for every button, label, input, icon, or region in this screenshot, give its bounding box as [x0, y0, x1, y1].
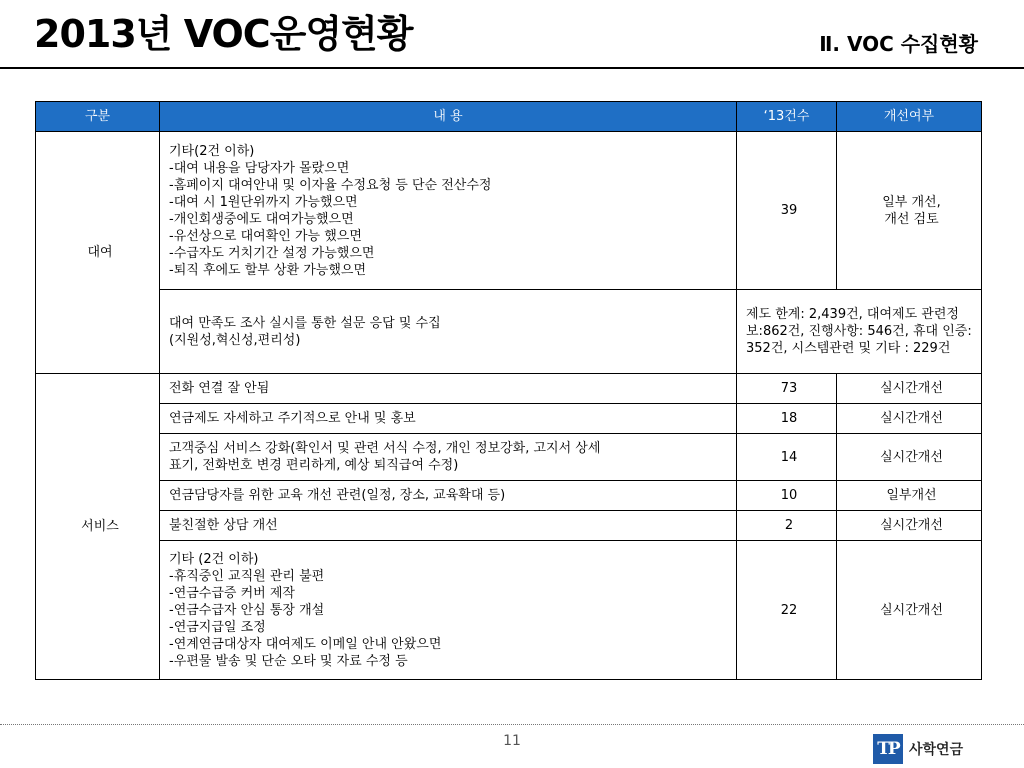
count-cell: 10 [737, 481, 837, 511]
content-line: 불친절한 상담 개선 [169, 518, 278, 533]
content-line: -연계연금대상자 대여제도 이메일 안내 안왔으면 [169, 636, 442, 652]
status-cell: 실시간개선 [837, 511, 982, 541]
table-row [36, 481, 982, 511]
header-divider [0, 67, 1024, 69]
table-row [36, 404, 982, 434]
content-line: -대여 내용을 담당자가 몰랐으면 [169, 160, 350, 176]
content-line: -퇴직 후에도 할부 상환 가능했으면 [169, 262, 367, 278]
table-row [36, 374, 982, 404]
content-cell [160, 132, 737, 290]
content-line: -유선상으로 대여확인 가능 했으면 [169, 228, 362, 244]
tp-logo-icon: TP [873, 734, 903, 764]
content-cell [160, 541, 737, 680]
content-line: -연금수급증 커버 제작 [169, 585, 295, 601]
section-title: Ⅱ. VOC 수집현황 [819, 32, 978, 56]
count-cell: 22 [737, 541, 837, 680]
page-number: 11 [503, 733, 521, 749]
content-cell [160, 481, 737, 511]
column-header-count: ‘13건수 [737, 102, 837, 132]
status-cell: 일부개선 [837, 481, 982, 511]
table-header-row [36, 102, 982, 132]
status-cell [837, 132, 982, 290]
category-cell-service: 서비스 [36, 374, 160, 680]
content-line: -개인회생중에도 대여가능했으면 [169, 211, 354, 227]
status-cell: 실시간개선 [837, 541, 982, 680]
content-line: 대여 만족도 조사 실시를 통한 설문 응답 및 수집 [169, 315, 441, 331]
column-header-content [160, 102, 737, 132]
content-line: -휴직중인 교직원 관리 불편 [169, 568, 325, 584]
count-cell: 39 [737, 132, 837, 290]
content-line: -연금수급자 안심 통장 개설 [169, 602, 325, 618]
table-row [36, 511, 982, 541]
content-line: -홈페이지 대여안내 및 이자율 수정요청 등 단순 전산수정 [169, 177, 492, 193]
content-line: 표기, 전화번호 변경 편리하게, 예상 퇴직급여 수정) [169, 458, 459, 473]
content-line: 연금제도 자세하고 주기적으로 안내 및 홍보 [169, 411, 416, 426]
table-row [36, 290, 982, 374]
content-cell [160, 434, 737, 481]
content-cell [160, 374, 737, 404]
organization-logo [873, 733, 963, 765]
footer-divider [0, 724, 1024, 725]
table-row [36, 541, 982, 680]
page-title: 2013년 VOC운영현황 [34, 12, 413, 56]
content-line: (지원성,혁신성,편리성) [169, 332, 301, 348]
content-line: 고객중심 서비스 강화(확인서 및 관련 서식 수정, 개인 정보강화, 고지서 상세 [169, 441, 601, 456]
content-cell [160, 290, 737, 374]
content-line: -연금지급일 조정 [169, 619, 266, 635]
content-line: -대여 시 1원단위까지 가능했으면 [169, 194, 358, 210]
status-line: 개선 검토 [884, 211, 939, 227]
count-cell: 73 [737, 374, 837, 404]
content-line: -수급자도 거치기간 설정 가능했으면 [169, 245, 375, 261]
table-row [36, 434, 982, 481]
table-row [36, 132, 982, 290]
content-cell [160, 404, 737, 434]
column-header-category: 구분 [36, 102, 160, 132]
count-cell: 14 [737, 434, 837, 481]
voc-table [35, 101, 982, 680]
column-header-improvement: 개선여부 [837, 102, 982, 132]
content-line: 연금담당자를 위한 교육 개선 관련(일정, 장소, 교육확대 등) [169, 488, 506, 503]
status-cell: 실시간개선 [837, 434, 982, 481]
content-cell [160, 511, 737, 541]
column-header-content-label: 내 용 [433, 109, 463, 124]
survey-summary-cell [737, 290, 982, 374]
status-cell: 실시간개선 [837, 374, 982, 404]
content-line: 전화 연결 잘 안됨 [169, 381, 270, 396]
content-line: -우편물 발송 및 단순 오타 및 자료 수정 등 [169, 653, 408, 669]
status-cell: 실시간개선 [837, 404, 982, 434]
count-cell: 18 [737, 404, 837, 434]
count-cell: 2 [737, 511, 837, 541]
category-cell-rental: 대여 [36, 132, 160, 374]
status-line: 일부 개선, [882, 194, 941, 210]
survey-summary-text: 제도 한계: 2,439건, 대여제도 관련정보:862건, 진행사항: 546건, 휴대 인증: 352건, 시스템관련 및 기타 : 229건 [746, 307, 972, 356]
content-line: 기타 (2건 이하) [169, 551, 259, 567]
content-line: 기타(2건 이하) [169, 143, 255, 159]
logo-text: 사학연금 [909, 742, 964, 758]
